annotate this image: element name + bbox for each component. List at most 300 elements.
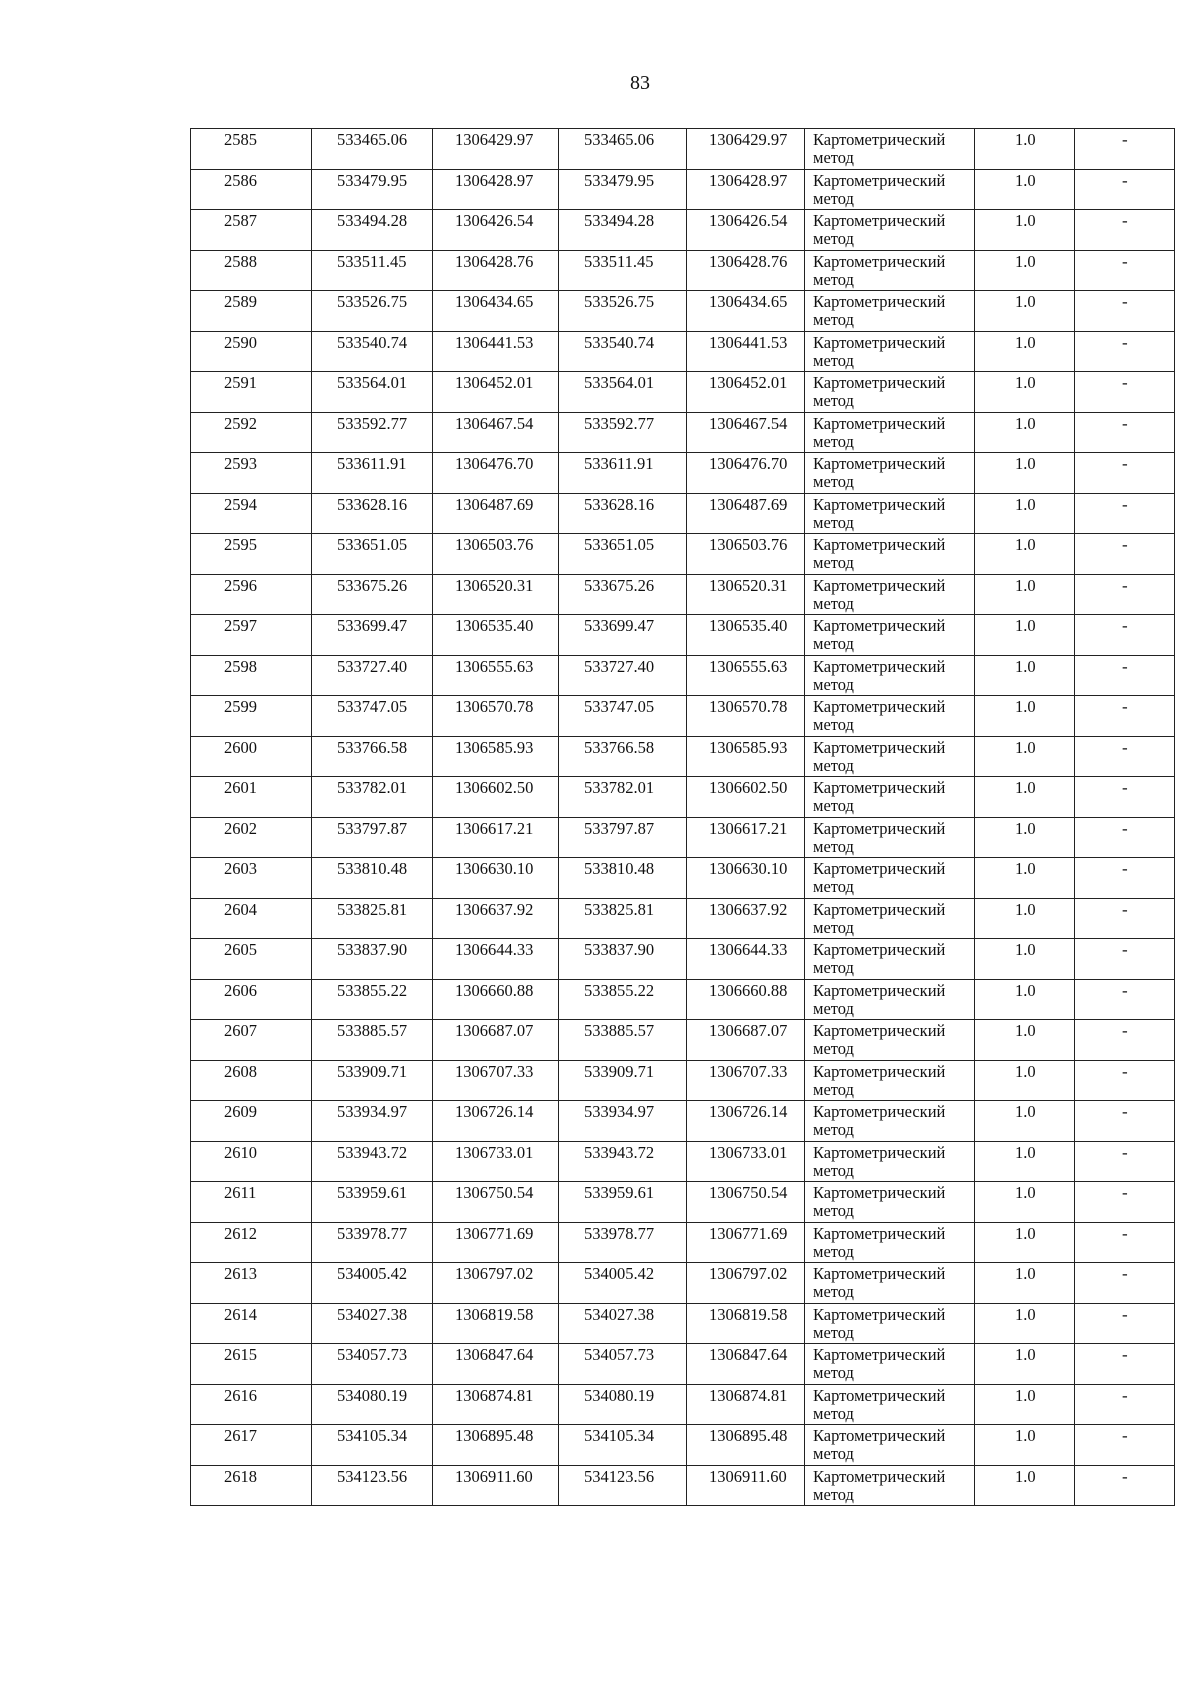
table-row [191, 655, 1175, 696]
note-cell: - [1075, 331, 1175, 372]
method-cell [805, 858, 975, 899]
table-row [191, 615, 1175, 656]
method-line-1: Картометрический [813, 859, 946, 878]
accuracy-cell: 1.0 [975, 1222, 1075, 1263]
point-number-cell: 2616 [191, 1384, 312, 1425]
x-coordinate-cell: 533675.26 [312, 574, 433, 615]
method-line-1: Картометрический [813, 616, 946, 635]
x-coordinate-cell: 534027.38 [312, 1303, 433, 1344]
x-coordinate-cell: 533526.75 [312, 291, 433, 332]
y-coordinate-existing-cell: 1306535.40 [687, 615, 805, 656]
accuracy-cell: 1.0 [975, 493, 1075, 534]
y-coordinate-existing-cell: 1306585.93 [687, 736, 805, 777]
y-coordinate-existing-cell: 1306520.31 [687, 574, 805, 615]
point-number-cell: 2613 [191, 1263, 312, 1304]
method-line-2: метод [813, 431, 854, 451]
y-coordinate-cell: 1306520.31 [433, 574, 559, 615]
x-coordinate-existing-cell: 533766.58 [559, 736, 687, 777]
method-line-2: метод [813, 1444, 854, 1463]
accuracy-cell: 1.0 [975, 574, 1075, 615]
x-coordinate-existing-cell: 533934.97 [559, 1101, 687, 1142]
accuracy-cell: 1.0 [975, 1182, 1075, 1223]
y-coordinate-cell: 1306434.65 [433, 291, 559, 332]
point-number-cell: 2615 [191, 1344, 312, 1385]
y-coordinate-existing-cell: 1306452.01 [687, 372, 805, 413]
method-cell [805, 1141, 975, 1182]
x-coordinate-existing-cell: 533782.01 [559, 777, 687, 818]
method-cell [805, 331, 975, 372]
point-number-cell: 2595 [191, 534, 312, 575]
y-coordinate-existing-cell: 1306617.21 [687, 817, 805, 858]
method-line-2: метод [813, 1322, 854, 1342]
x-coordinate-cell: 533479.95 [312, 169, 433, 210]
y-coordinate-existing-cell: 1306819.58 [687, 1303, 805, 1344]
accuracy-cell: 1.0 [975, 655, 1075, 696]
note-cell: - [1075, 493, 1175, 534]
method-line-1: Картометрический [813, 251, 946, 271]
table-row [191, 1344, 1175, 1385]
point-number-cell: 2589 [191, 291, 312, 332]
y-coordinate-cell: 1306895.48 [433, 1425, 559, 1466]
method-cell [805, 210, 975, 251]
point-number-cell: 2593 [191, 453, 312, 494]
y-coordinate-cell: 1306726.14 [433, 1101, 559, 1142]
accuracy-cell: 1.0 [975, 736, 1075, 777]
y-coordinate-cell: 1306428.97 [433, 169, 559, 210]
method-cell [805, 412, 975, 453]
note-cell: - [1075, 1344, 1175, 1385]
method-line-2: метод [813, 593, 854, 613]
y-coordinate-existing-cell: 1306570.78 [687, 696, 805, 737]
method-cell [805, 493, 975, 534]
method-line-1: Картометрический [813, 940, 946, 959]
method-cell [805, 655, 975, 696]
y-coordinate-existing-cell: 1306660.88 [687, 979, 805, 1020]
note-cell: - [1075, 736, 1175, 777]
table-row [191, 696, 1175, 737]
method-line-2: метод [813, 1403, 854, 1423]
method-line-2: метод [813, 1160, 854, 1180]
y-coordinate-existing-cell: 1306434.65 [687, 291, 805, 332]
y-coordinate-cell: 1306874.81 [433, 1384, 559, 1425]
x-coordinate-existing-cell: 533825.81 [559, 898, 687, 939]
note-cell: - [1075, 1020, 1175, 1061]
method-cell [805, 250, 975, 291]
x-coordinate-existing-cell: 533943.72 [559, 1141, 687, 1182]
table-row [191, 250, 1175, 291]
note-cell: - [1075, 979, 1175, 1020]
coordinates-table [190, 128, 1175, 1506]
table-row [191, 453, 1175, 494]
table-row [191, 777, 1175, 818]
accuracy-cell: 1.0 [975, 1303, 1075, 1344]
y-coordinate-existing-cell: 1306428.97 [687, 169, 805, 210]
y-coordinate-cell: 1306429.97 [433, 129, 559, 170]
method-line-1: Картометрический [813, 494, 946, 514]
note-cell: - [1075, 615, 1175, 656]
accuracy-cell: 1.0 [975, 169, 1075, 210]
method-line-2: метод [813, 998, 854, 1018]
method-line-1: Картометрический [813, 170, 946, 190]
table-row [191, 1141, 1175, 1182]
x-coordinate-cell: 533592.77 [312, 412, 433, 453]
method-line-1: Картометрический [813, 1304, 946, 1324]
table-row [191, 858, 1175, 899]
note-cell: - [1075, 169, 1175, 210]
method-line-2: метод [813, 553, 854, 572]
method-line-1: Картометрический [813, 778, 946, 797]
point-number-cell: 2606 [191, 979, 312, 1020]
method-cell [805, 1344, 975, 1385]
table-row [191, 412, 1175, 453]
table-row [191, 979, 1175, 1020]
note-cell: - [1075, 1263, 1175, 1304]
y-coordinate-cell: 1306585.93 [433, 736, 559, 777]
y-coordinate-cell: 1306441.53 [433, 331, 559, 372]
y-coordinate-existing-cell: 1306487.69 [687, 493, 805, 534]
y-coordinate-existing-cell: 1306726.14 [687, 1101, 805, 1142]
x-coordinate-cell: 533825.81 [312, 898, 433, 939]
accuracy-cell: 1.0 [975, 615, 1075, 656]
note-cell: - [1075, 129, 1175, 170]
method-line-1: Картометрический [813, 575, 946, 595]
method-line-2: метод [813, 1120, 854, 1139]
y-coordinate-existing-cell: 1306797.02 [687, 1263, 805, 1304]
point-number-cell: 2611 [191, 1182, 312, 1223]
x-coordinate-cell: 534123.56 [312, 1465, 433, 1506]
y-coordinate-cell: 1306630.10 [433, 858, 559, 899]
x-coordinate-existing-cell: 534027.38 [559, 1303, 687, 1344]
accuracy-cell: 1.0 [975, 1020, 1075, 1061]
x-coordinate-existing-cell: 533564.01 [559, 372, 687, 413]
point-number-cell: 2607 [191, 1020, 312, 1061]
point-number-cell: 2596 [191, 574, 312, 615]
method-cell [805, 534, 975, 575]
method-line-2: метод [813, 755, 854, 775]
page-number: 83 [630, 72, 650, 94]
method-line-2: метод [813, 1282, 854, 1301]
x-coordinate-existing-cell: 533628.16 [559, 493, 687, 534]
method-cell [805, 939, 975, 980]
table-row [191, 898, 1175, 939]
method-line-2: метод [813, 877, 854, 896]
x-coordinate-cell: 534057.73 [312, 1344, 433, 1385]
method-line-2: метод [813, 350, 854, 370]
y-coordinate-existing-cell: 1306847.64 [687, 1344, 805, 1385]
accuracy-cell: 1.0 [975, 1425, 1075, 1466]
x-coordinate-existing-cell: 533479.95 [559, 169, 687, 210]
note-cell: - [1075, 1101, 1175, 1142]
x-coordinate-existing-cell: 533611.91 [559, 453, 687, 494]
note-cell: - [1075, 1182, 1175, 1223]
point-number-cell: 2598 [191, 655, 312, 696]
x-coordinate-cell: 533943.72 [312, 1141, 433, 1182]
x-coordinate-cell: 533959.61 [312, 1182, 433, 1223]
table-row [191, 210, 1175, 251]
y-coordinate-existing-cell: 1306733.01 [687, 1141, 805, 1182]
table-row [191, 1222, 1175, 1263]
method-line-2: метод [813, 1363, 854, 1382]
x-coordinate-existing-cell: 534080.19 [559, 1384, 687, 1425]
table-row [191, 1101, 1175, 1142]
method-cell [805, 1384, 975, 1425]
method-line-1: Картометрический [813, 1345, 946, 1364]
accuracy-cell: 1.0 [975, 696, 1075, 737]
method-cell [805, 1222, 975, 1263]
accuracy-cell: 1.0 [975, 1263, 1075, 1304]
x-coordinate-cell: 533540.74 [312, 331, 433, 372]
method-line-2: метод [813, 836, 854, 856]
y-coordinate-cell: 1306426.54 [433, 210, 559, 251]
method-cell [805, 129, 975, 170]
point-number-cell: 2608 [191, 1060, 312, 1101]
point-number-cell: 2599 [191, 696, 312, 737]
method-line-2: метод [813, 391, 854, 410]
x-coordinate-existing-cell: 534105.34 [559, 1425, 687, 1466]
method-cell [805, 817, 975, 858]
x-coordinate-cell: 533494.28 [312, 210, 433, 251]
method-cell [805, 1303, 975, 1344]
method-line-1: Картометрический [813, 899, 946, 919]
table-row [191, 1182, 1175, 1223]
method-line-1: Картометрический [813, 211, 946, 230]
point-number-cell: 2590 [191, 331, 312, 372]
table-row [191, 291, 1175, 332]
note-cell: - [1075, 696, 1175, 737]
x-coordinate-existing-cell: 533909.71 [559, 1060, 687, 1101]
method-line-1: Картометрический [813, 413, 946, 433]
x-coordinate-cell: 533782.01 [312, 777, 433, 818]
method-cell [805, 615, 975, 656]
point-number-cell: 2603 [191, 858, 312, 899]
method-line-1: Картометрический [813, 737, 946, 757]
method-cell [805, 1465, 975, 1506]
x-coordinate-existing-cell: 533855.22 [559, 979, 687, 1020]
table-row [191, 1384, 1175, 1425]
x-coordinate-existing-cell: 533885.57 [559, 1020, 687, 1061]
point-number-cell: 2592 [191, 412, 312, 453]
accuracy-cell: 1.0 [975, 534, 1075, 575]
x-coordinate-existing-cell: 533494.28 [559, 210, 687, 251]
y-coordinate-cell: 1306467.54 [433, 412, 559, 453]
x-coordinate-cell: 533978.77 [312, 1222, 433, 1263]
method-line-1: Картометрический [813, 454, 946, 473]
method-line-2: метод [813, 674, 854, 694]
x-coordinate-existing-cell: 533540.74 [559, 331, 687, 372]
x-coordinate-existing-cell: 533959.61 [559, 1182, 687, 1223]
y-coordinate-cell: 1306555.63 [433, 655, 559, 696]
note-cell: - [1075, 210, 1175, 251]
y-coordinate-cell: 1306847.64 [433, 1344, 559, 1385]
method-line-2: метод [813, 269, 854, 289]
point-number-cell: 2605 [191, 939, 312, 980]
accuracy-cell: 1.0 [975, 1384, 1075, 1425]
y-coordinate-existing-cell: 1306503.76 [687, 534, 805, 575]
accuracy-cell: 1.0 [975, 210, 1075, 251]
y-coordinate-existing-cell: 1306602.50 [687, 777, 805, 818]
y-coordinate-cell: 1306707.33 [433, 1060, 559, 1101]
method-line-2: метод [813, 1484, 854, 1504]
point-number-cell: 2617 [191, 1425, 312, 1466]
method-cell [805, 1425, 975, 1466]
x-coordinate-cell: 533885.57 [312, 1020, 433, 1061]
method-line-2: метод [813, 917, 854, 937]
point-number-cell: 2602 [191, 817, 312, 858]
note-cell: - [1075, 291, 1175, 332]
y-coordinate-cell: 1306637.92 [433, 898, 559, 939]
x-coordinate-cell: 533837.90 [312, 939, 433, 980]
method-cell [805, 696, 975, 737]
y-coordinate-existing-cell: 1306750.54 [687, 1182, 805, 1223]
y-coordinate-existing-cell: 1306555.63 [687, 655, 805, 696]
table-row [191, 939, 1175, 980]
y-coordinate-existing-cell: 1306644.33 [687, 939, 805, 980]
method-line-1: Картометрический [813, 1385, 946, 1405]
table-row [191, 493, 1175, 534]
method-cell [805, 1020, 975, 1061]
accuracy-cell: 1.0 [975, 858, 1075, 899]
point-number-cell: 2610 [191, 1141, 312, 1182]
method-line-1: Картометрический [813, 1183, 946, 1202]
accuracy-cell: 1.0 [975, 979, 1075, 1020]
note-cell: - [1075, 1222, 1175, 1263]
y-coordinate-cell: 1306428.76 [433, 250, 559, 291]
y-coordinate-cell: 1306687.07 [433, 1020, 559, 1061]
y-coordinate-existing-cell: 1306467.54 [687, 412, 805, 453]
note-cell: - [1075, 534, 1175, 575]
point-number-cell: 2586 [191, 169, 312, 210]
accuracy-cell: 1.0 [975, 817, 1075, 858]
point-number-cell: 2585 [191, 129, 312, 170]
accuracy-cell: 1.0 [975, 250, 1075, 291]
y-coordinate-cell: 1306660.88 [433, 979, 559, 1020]
method-cell [805, 898, 975, 939]
y-coordinate-cell: 1306771.69 [433, 1222, 559, 1263]
table-row [191, 1060, 1175, 1101]
x-coordinate-cell: 533855.22 [312, 979, 433, 1020]
note-cell: - [1075, 574, 1175, 615]
x-coordinate-cell: 533611.91 [312, 453, 433, 494]
method-line-1: Картометрический [813, 332, 946, 352]
method-cell [805, 979, 975, 1020]
method-cell [805, 777, 975, 818]
note-cell: - [1075, 898, 1175, 939]
note-cell: - [1075, 1425, 1175, 1466]
y-coordinate-cell: 1306487.69 [433, 493, 559, 534]
note-cell: - [1075, 1303, 1175, 1344]
y-coordinate-existing-cell: 1306707.33 [687, 1060, 805, 1101]
x-coordinate-cell: 533699.47 [312, 615, 433, 656]
y-coordinate-existing-cell: 1306630.10 [687, 858, 805, 899]
y-coordinate-existing-cell: 1306687.07 [687, 1020, 805, 1061]
x-coordinate-cell: 533797.87 [312, 817, 433, 858]
method-line-1: Картометрический [813, 373, 946, 392]
method-line-1: Картометрический [813, 535, 946, 554]
x-coordinate-existing-cell: 534005.42 [559, 1263, 687, 1304]
method-line-1: Картометрический [813, 1466, 946, 1486]
method-cell [805, 372, 975, 413]
method-line-1: Картометрический [813, 1061, 946, 1081]
method-line-2: метод [813, 1079, 854, 1099]
accuracy-cell: 1.0 [975, 939, 1075, 980]
method-cell [805, 736, 975, 777]
method-cell [805, 574, 975, 615]
point-number-cell: 2614 [191, 1303, 312, 1344]
x-coordinate-cell: 533651.05 [312, 534, 433, 575]
method-cell [805, 291, 975, 332]
method-line-2: метод [813, 148, 854, 167]
method-cell [805, 169, 975, 210]
x-coordinate-cell: 533909.71 [312, 1060, 433, 1101]
x-coordinate-cell: 534105.34 [312, 1425, 433, 1466]
note-cell: - [1075, 655, 1175, 696]
method-line-1: Картометрический [813, 1264, 946, 1283]
method-line-2: метод [813, 715, 854, 734]
y-coordinate-cell: 1306819.58 [433, 1303, 559, 1344]
table-body [191, 129, 1175, 1506]
method-line-1: Картометрический [813, 656, 946, 676]
method-line-2: метод [813, 796, 854, 815]
note-cell: - [1075, 939, 1175, 980]
method-line-2: метод [813, 958, 854, 977]
method-line-2: метод [813, 310, 854, 329]
note-cell: - [1075, 1141, 1175, 1182]
table-row [191, 574, 1175, 615]
x-coordinate-existing-cell: 533837.90 [559, 939, 687, 980]
method-line-1: Картометрический [813, 1426, 946, 1445]
method-line-2: метод [813, 1039, 854, 1058]
x-coordinate-cell: 533934.97 [312, 1101, 433, 1142]
table-row [191, 817, 1175, 858]
y-coordinate-existing-cell: 1306429.97 [687, 129, 805, 170]
accuracy-cell: 1.0 [975, 129, 1075, 170]
accuracy-cell: 1.0 [975, 1060, 1075, 1101]
table-row [191, 1020, 1175, 1061]
point-number-cell: 2618 [191, 1465, 312, 1506]
note-cell: - [1075, 250, 1175, 291]
method-line-1: Картометрический [813, 818, 946, 838]
y-coordinate-cell: 1306644.33 [433, 939, 559, 980]
table-row [191, 534, 1175, 575]
y-coordinate-cell: 1306733.01 [433, 1141, 559, 1182]
x-coordinate-cell: 533810.48 [312, 858, 433, 899]
method-cell [805, 1182, 975, 1223]
y-coordinate-cell: 1306602.50 [433, 777, 559, 818]
table-row [191, 1303, 1175, 1344]
y-coordinate-existing-cell: 1306874.81 [687, 1384, 805, 1425]
table-row [191, 169, 1175, 210]
y-coordinate-cell: 1306535.40 [433, 615, 559, 656]
y-coordinate-existing-cell: 1306426.54 [687, 210, 805, 251]
y-coordinate-cell: 1306750.54 [433, 1182, 559, 1223]
y-coordinate-existing-cell: 1306476.70 [687, 453, 805, 494]
method-line-2: метод [813, 229, 854, 248]
x-coordinate-cell: 533511.45 [312, 250, 433, 291]
point-number-cell: 2591 [191, 372, 312, 413]
point-number-cell: 2609 [191, 1101, 312, 1142]
accuracy-cell: 1.0 [975, 372, 1075, 413]
point-number-cell: 2588 [191, 250, 312, 291]
y-coordinate-existing-cell: 1306428.76 [687, 250, 805, 291]
x-coordinate-existing-cell: 533465.06 [559, 129, 687, 170]
accuracy-cell: 1.0 [975, 1344, 1075, 1385]
note-cell: - [1075, 1384, 1175, 1425]
x-coordinate-cell: 533564.01 [312, 372, 433, 413]
method-cell [805, 1263, 975, 1304]
method-line-1: Картометрический [813, 697, 946, 716]
method-line-1: Картометрический [813, 1223, 946, 1243]
table-row [191, 1425, 1175, 1466]
